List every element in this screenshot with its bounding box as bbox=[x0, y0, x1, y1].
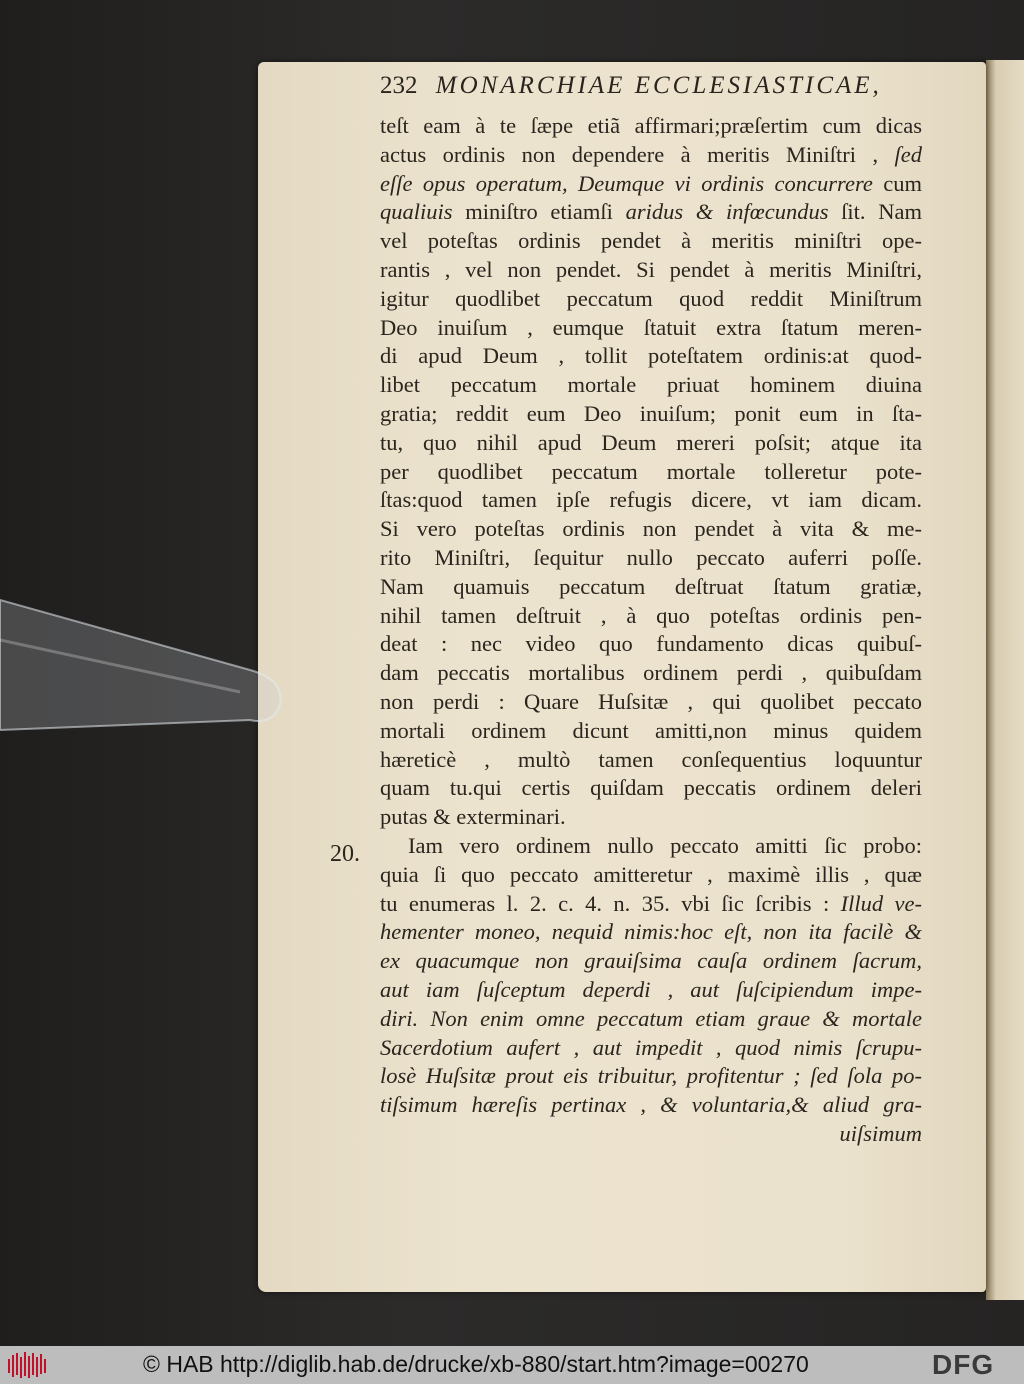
facing-page-edge bbox=[986, 60, 1024, 1300]
roman-text: cum bbox=[883, 170, 922, 196]
roman-text: igitur quodlibet peccatum quod reddit Miniſtrum bbox=[380, 285, 922, 311]
text-line bbox=[380, 947, 922, 976]
running-head bbox=[380, 72, 920, 100]
roman-text: tu enumeras l. 2. c. 4. n. 35. vbi ſic ſcribis : bbox=[380, 890, 841, 916]
roman-text: mortali ordinem dicunt amitti,non minus quidem bbox=[380, 717, 922, 743]
roman-text: dam peccatis mortalibus ordinem perdi , quibuſdam bbox=[380, 660, 922, 686]
text-line bbox=[380, 400, 922, 429]
text-line bbox=[380, 1091, 922, 1120]
italic-text: aridus & infœcundus bbox=[625, 199, 842, 225]
text-line bbox=[380, 1062, 922, 1091]
text-line bbox=[380, 342, 922, 371]
text-line bbox=[380, 602, 922, 631]
text-line bbox=[380, 861, 922, 890]
dfg-logo: DFG bbox=[932, 1349, 995, 1380]
text-line bbox=[380, 458, 922, 487]
margin-section-number: 20. bbox=[330, 841, 360, 867]
text-line bbox=[380, 774, 922, 803]
text-line bbox=[380, 717, 922, 746]
roman-text: per quodlibet peccatum mortale tolleretur pote- bbox=[380, 458, 922, 484]
roman-text: di apud Deum , tollit poteſtatem ordinis:at quod- bbox=[380, 343, 922, 369]
roman-text: rito Miniſtri, ſequitur nullo peccato auferri poſſe. bbox=[380, 544, 922, 570]
roman-text: Si vero poteſtas ordinis non pendet à vita & me- bbox=[380, 516, 922, 542]
text-line bbox=[380, 170, 922, 199]
roman-text: gratia; reddit eum Deo inuiſum; ponit eum in ſta- bbox=[380, 400, 922, 426]
text-line bbox=[380, 1034, 922, 1063]
running-title: MONARCHIAE ECCLESIASTICAE, bbox=[435, 72, 882, 99]
italic-text: qualiuis bbox=[380, 199, 466, 225]
text-line bbox=[380, 803, 922, 832]
roman-text: ſtas:quod tamen ipſe refugis dicere, vt iam dicam. bbox=[380, 487, 922, 513]
text-line bbox=[380, 544, 922, 573]
plastic-page-clip bbox=[0, 580, 300, 750]
roman-text: Nam quamuis peccatum deſtruat ſtatum gratiæ, bbox=[380, 573, 922, 599]
roman-text: hæreticè , multò tamen conſequentius loquuntur bbox=[380, 746, 922, 772]
roman-text: vel poteſtas ordinis pendet à meritis miniſtri ope- bbox=[380, 228, 922, 254]
italic-text: Illud ve- bbox=[840, 890, 922, 916]
roman-text: deat : nec video quo fundamento dicas quibuſ- bbox=[380, 631, 922, 657]
body-text bbox=[380, 112, 922, 1149]
text-line bbox=[380, 890, 922, 919]
text-line bbox=[380, 285, 922, 314]
text-line bbox=[380, 227, 922, 256]
italic-text: ex quacumque non grauiſsima cauſa ordinem ſacrum, bbox=[380, 948, 922, 974]
italic-text: aut iam ſuſceptum deperdi , aut ſuſcipiendum impe- bbox=[380, 976, 922, 1002]
text-line bbox=[380, 515, 922, 544]
text-line bbox=[380, 1005, 922, 1034]
text-line bbox=[380, 688, 922, 717]
text-line bbox=[380, 832, 922, 861]
roman-text: Deo inuiſum , eumque ſtatuit extra ſtatum meren- bbox=[380, 314, 922, 340]
italic-text: tiſsimum hæreſis pertinax , & voluntaria,& aliud gra- bbox=[380, 1092, 922, 1118]
roman-text: miniſtro etiamſi bbox=[465, 199, 626, 225]
text-line bbox=[380, 141, 922, 170]
roman-text: quia ſi quo peccato amitteretur , maximè illis , quæ bbox=[380, 861, 922, 887]
text-line bbox=[380, 429, 922, 458]
text-line bbox=[380, 314, 922, 343]
text-line bbox=[380, 918, 922, 947]
italic-text: ſed bbox=[894, 141, 922, 167]
roman-text: putas & exterminari. bbox=[380, 804, 566, 830]
roman-text: ſit. Nam bbox=[841, 199, 922, 225]
hab-logo-icon bbox=[6, 1351, 48, 1379]
text-line bbox=[380, 746, 922, 775]
italic-text: eſſe opus operatum, Deumque vi ordinis concurrere bbox=[380, 170, 884, 196]
roman-text: teſt eam à te ſæpe etiã affirmari;præſertim cum dicas bbox=[380, 113, 922, 138]
text-line bbox=[380, 573, 922, 602]
roman-text: Iam vero ordinem nullo peccato amitti ſic probo: bbox=[408, 832, 922, 858]
text-line bbox=[380, 198, 922, 227]
catchword bbox=[380, 1120, 922, 1149]
italic-text: losè Huſsitæ prout eis tribuitur, profitentur ; ſed ſola po- bbox=[380, 1063, 922, 1089]
text-line bbox=[380, 112, 922, 141]
text-line bbox=[380, 486, 922, 515]
source-link[interactable]: © HAB http://diglib.hab.de/drucke/xb-880/start.htm?image=00270 bbox=[143, 1351, 809, 1377]
roman-text: non perdi : Quare Huſsitæ , qui quolibet peccato bbox=[380, 688, 922, 714]
italic-text: uiſsimum bbox=[839, 1120, 922, 1146]
roman-text: nihil tamen deſtruit , à quo poteſtas ordinis pen- bbox=[380, 602, 922, 628]
roman-text: rantis , vel non pendet. Si pendet à meritis Miniſtri, bbox=[380, 256, 922, 282]
roman-text: quam tu.qui certis quiſdam peccatis ordinem deleri bbox=[380, 775, 922, 801]
roman-text: actus ordinis non dependere à meritis Miniſtri , bbox=[380, 141, 895, 167]
text-line bbox=[380, 976, 922, 1005]
italic-text: hementer moneo, nequid nimis:hoc eſt, non ita facilè & bbox=[380, 919, 922, 945]
page-number: 232 bbox=[380, 72, 418, 99]
text-line bbox=[380, 630, 922, 659]
roman-text: libet peccatum mortale priuat hominem diuina bbox=[380, 372, 922, 398]
text-line bbox=[380, 371, 922, 400]
text-line bbox=[380, 256, 922, 285]
footer-bar bbox=[0, 1346, 1024, 1384]
roman-text: tu, quo nihil apud Deum mereri poſsit; atque ita bbox=[380, 429, 922, 455]
italic-text: diri. Non enim omne peccatum etiam graue & mortale bbox=[380, 1005, 922, 1031]
text-line bbox=[380, 659, 922, 688]
italic-text: Sacerdotium aufert , aut impedit , quod nimis ſcrupu- bbox=[380, 1034, 922, 1060]
